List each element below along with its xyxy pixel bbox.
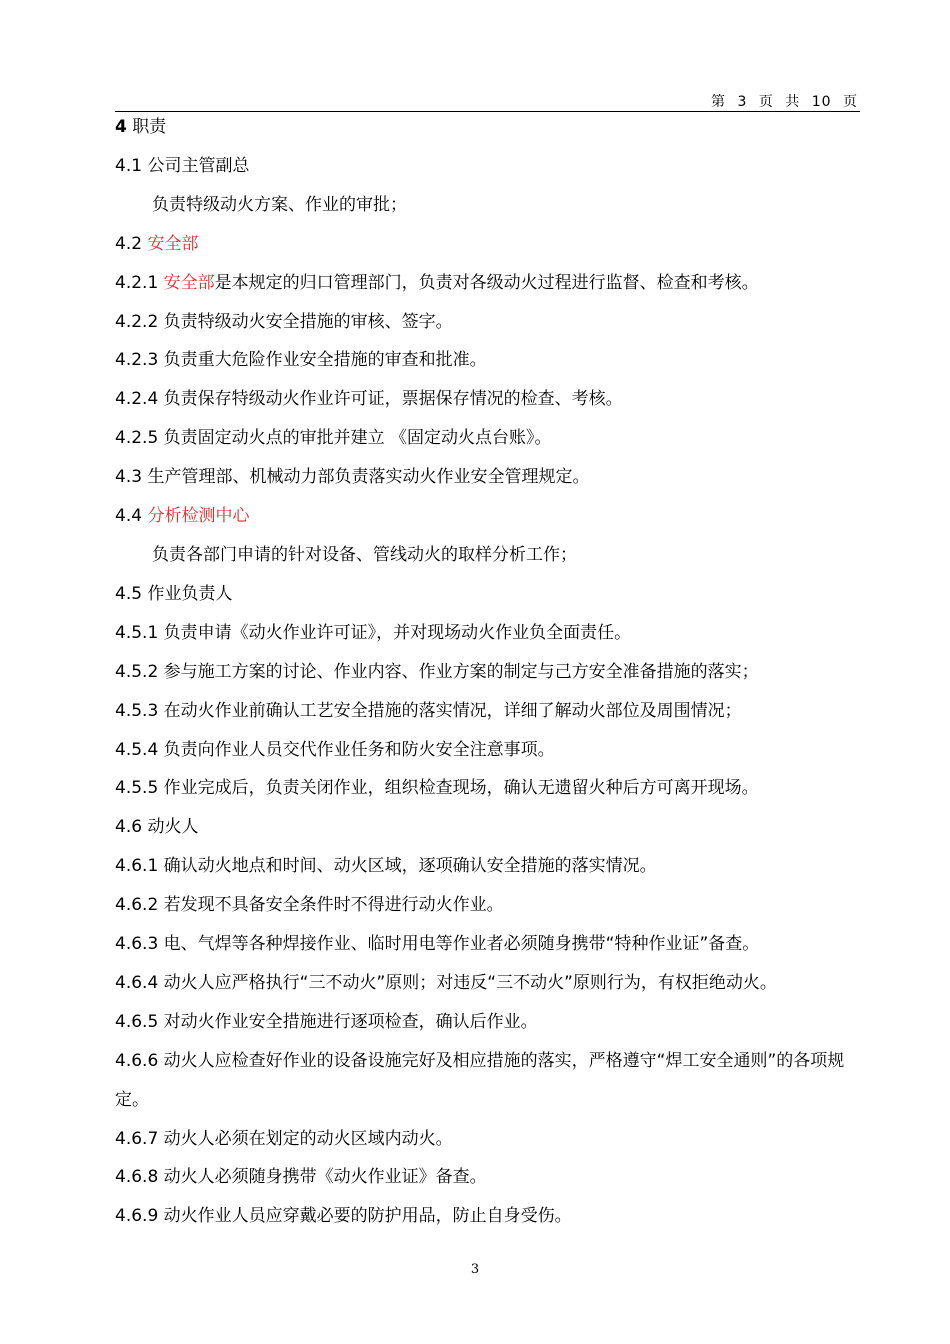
item-4-4-number: 4.4 xyxy=(115,506,148,527)
item-4-2 xyxy=(115,225,860,264)
item-4-2-1-number: 4.2.1 xyxy=(115,272,164,293)
page-label-prefix: 第 xyxy=(710,94,726,110)
item-4-2-1 xyxy=(115,264,860,303)
item-4-4-title: 分析检测中心 xyxy=(147,506,250,527)
item-4-2-title: 安全部 xyxy=(147,233,199,254)
item-4-1: 4.1 公司主管副总 xyxy=(115,155,250,176)
item-4-6-2: 4.6.2 若发现不具备安全条件时不得进行动火作业。 xyxy=(115,895,504,916)
page-total: 10 xyxy=(811,94,832,110)
item-4-5: 4.5 作业负责人 xyxy=(115,583,233,604)
item-4-6-4: 4.6.4 动火人应严格执行“三不动火”原则；对违反“三不动火”原则行为，有权拒绝动火。 xyxy=(115,972,777,993)
item-4-6-5: 4.6.5 对动火作业安全措施进行逐项检查，确认后作业。 xyxy=(115,1011,538,1032)
item-4-3: 4.3 生产管理部、机械动力部负责落实动火作业安全管理规定。 xyxy=(115,467,590,488)
section-title: 职责 xyxy=(132,117,167,137)
item-4-2-1-text: 是本规定的归口管理部门，负责对各级动火过程进行监督、检查和考核。 xyxy=(214,272,759,293)
section-heading xyxy=(115,108,860,147)
item-4-2-5: 4.2.5 负责固定动火点的审批并建立 《固定动火点台账》。 xyxy=(115,428,552,449)
item-4-6-6: 4.6.6 动火人应检查好作业的设备设施完好及相应措施的落实，严格遵守“焊工安全通则”的各项规定。 xyxy=(115,1050,845,1110)
item-4-5-3: 4.5.3 在动火作业前确认工艺安全措施的落实情况，详细了解动火部位及周围情况； xyxy=(115,700,742,721)
section-number: 4 xyxy=(115,117,127,137)
page-label-mid: 页 xyxy=(758,94,774,110)
item-4-4-text: 负责各部门申请的针对设备、管线动火的取样分析工作； xyxy=(152,544,577,565)
item-4-6-1: 4.6.1 确认动火地点和时间、动火区域，逐项确认安全措施的落实情况。 xyxy=(115,856,657,877)
item-4-2-2: 4.2.2 负责特级动火安全措施的审核、签字。 xyxy=(115,311,453,332)
page-label-suffix: 页 xyxy=(843,94,858,110)
page-current: 3 xyxy=(737,94,748,110)
page-footer-number: 3 xyxy=(470,1262,480,1277)
item-4-2-1-highlight: 安全部 xyxy=(163,272,215,293)
item-4-1-text: 负责特级动火方案、作业的审批； xyxy=(152,194,407,215)
item-4-2-3: 4.2.3 负责重大危险作业安全措施的审查和批准。 xyxy=(115,350,487,371)
item-4-4 xyxy=(115,497,860,536)
item-4-5-2: 4.5.2 参与施工方案的讨论、作业内容、作业方案的制定与己方安全准备措施的落实； xyxy=(115,661,759,682)
item-4-5-5: 4.5.5 作业完成后，负责关闭作业，组织检查现场，确认无遗留火种后方可离开现场。 xyxy=(115,778,759,799)
item-4-6-3: 4.6.3 电、气焊等各种焊接作业、临时用电等作业者必须随身携带“特种作业证”备查。 xyxy=(115,934,760,955)
item-4-6-9: 4.6.9 动火作业人员应穿戴必要的防护用品，防止自身受伤。 xyxy=(115,1206,572,1227)
document-body xyxy=(115,108,860,1236)
item-4-6-7: 4.6.7 动火人必须在划定的动火区域内动火。 xyxy=(115,1128,453,1149)
item-4-2-4: 4.2.4 负责保存特级动火作业许可证，票据保存情况的检查、考核。 xyxy=(115,389,623,410)
item-4-5-1: 4.5.1 负责申请《动火作业许可证》，并对现场动火作业负全面责任。 xyxy=(115,622,632,643)
item-4-6-8: 4.6.8 动火人必须随身携带《动火作业证》备查。 xyxy=(115,1167,487,1188)
page-total-prefix: 共 xyxy=(785,94,801,110)
item-4-5-4: 4.5.4 负责向作业人员交代作业任务和防火安全注意事项。 xyxy=(115,739,555,760)
item-4-2-number: 4.2 xyxy=(115,233,148,254)
item-4-6: 4.6 动火人 xyxy=(115,817,199,838)
